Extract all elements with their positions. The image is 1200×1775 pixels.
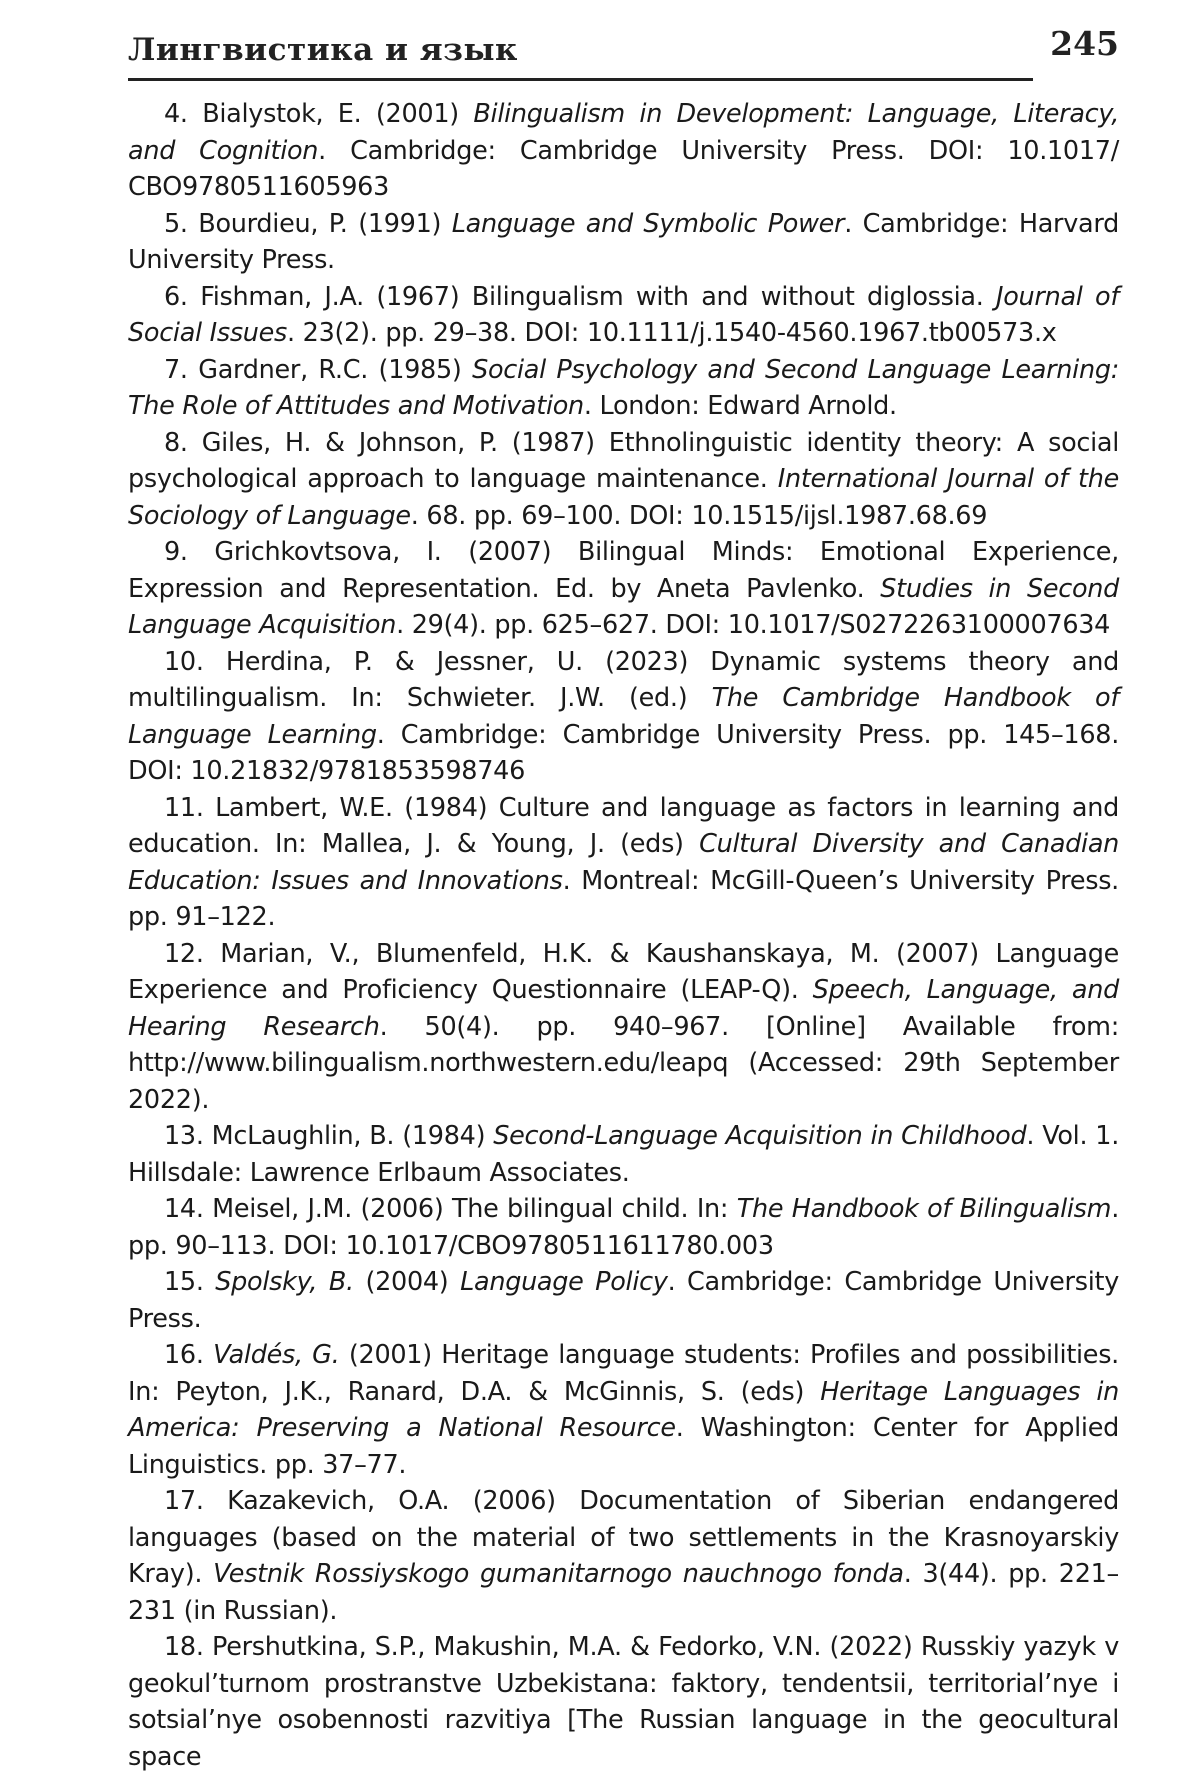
reference-italic-text: Second-Language Acquisition in Childhood bbox=[493, 1121, 1027, 1151]
reference-text: 17. Kazakevich, O.A. (2006) Documentation of Siberian endangered languages (based on the material of two settlements in the Krasnoyarskiy Kray). bbox=[128, 1486, 1119, 1589]
reference-text: 10. Herdina, P. & Jessner, U. (2023) Dynamic systems theory and multilingualism. In: Schwieter. J.W. (ed.) bbox=[128, 646, 1119, 713]
reference-italic-text: International Journal of the Sociology of Language bbox=[128, 464, 1119, 531]
reference-entry bbox=[128, 1483, 1119, 1629]
section-title: Лингвистика и язык bbox=[128, 32, 518, 68]
reference-text: . 23(2). pp. 29–38. DOI: 10.1111/j.1540-4560.1967.tb00573.x bbox=[287, 318, 1057, 348]
reference-italic-text: Studies in Second Language Acquisition bbox=[128, 573, 1120, 640]
reference-italic-text: Spolsky, B. bbox=[215, 1267, 354, 1297]
reference-entry bbox=[128, 279, 1119, 352]
reference-text: 7. Gardner, R.C. (1985) bbox=[164, 354, 473, 385]
reference-text: . 3(44). pp. 221–231 (in Russian). bbox=[128, 1559, 1120, 1626]
header-divider bbox=[128, 78, 1033, 81]
reference-text: 13. McLaughlin, B. (1984) bbox=[164, 1121, 494, 1151]
reference-italic-text: Language Policy bbox=[460, 1267, 668, 1297]
reference-entry bbox=[128, 96, 1119, 206]
reference-text: 16. bbox=[164, 1340, 214, 1370]
page-number: 245 bbox=[1050, 24, 1119, 63]
running-header bbox=[128, 22, 1119, 82]
reference-entry bbox=[128, 1629, 1119, 1775]
reference-text: 6. Fishman, J.A. (1967) Bilingualism with and without diglossia. bbox=[164, 281, 997, 312]
reference-italic-text: Bilingualism in Development: Language, Literacy, and Cognition bbox=[128, 99, 1119, 166]
reference-text: (2004) bbox=[353, 1267, 461, 1297]
reference-text: 15. bbox=[164, 1267, 216, 1297]
reference-italic-text: Cultural Diversity and Canadian Education: Issues and Innovations bbox=[128, 829, 1120, 896]
reference-entry bbox=[128, 1191, 1119, 1264]
reference-entry bbox=[128, 1264, 1119, 1337]
reference-italic-text: Social Psychology and Second Language Learning: The Role of Attitudes and Motivation bbox=[128, 354, 1119, 421]
reference-text: . 68. pp. 69–100. DOI: 10.1515/ijsl.1987.68.69 bbox=[410, 500, 988, 531]
reference-text: 18. Pershutkina, S.P., Makushin, M.A. & Fedorko, V.N. (2022) Russkiy yazyk v geokul’turnom prostranstve Uzbekistana: faktory, tendentsii, territorial’nye i sotsial’nye osobennosti razvitiya [The Russian language in the geocultural space bbox=[128, 1632, 1119, 1772]
reference-text: . Cambridge: Harvard University Press. bbox=[128, 208, 1119, 275]
reference-entry bbox=[128, 790, 1119, 936]
reference-text: 11. Lambert, W.E. (1984) Culture and language as factors in learning and education. In: Mallea, J. & Young, J. (eds) bbox=[128, 792, 1119, 859]
reference-italic-text: The Cambridge Handbook of Language Learning bbox=[128, 683, 1119, 750]
reference-text: . Vol. 1. Hillsdale: Lawrence Erlbaum Associates. bbox=[128, 1121, 1119, 1188]
reference-text: (2001) Heritage language students: Profiles and possibilities. In: Peyton, J.K., Ranard, D.A. & McGinnis, S. (eds) bbox=[128, 1340, 1119, 1407]
reference-text: 4. Bialystok, E. (2001) bbox=[164, 99, 474, 129]
reference-text: 9. Grichkovtsova, I. (2007) Bilingual Minds: Emotional Experience, Expression and Representation. Ed. by Aneta Pavlenko. bbox=[128, 537, 1119, 604]
reference-entry bbox=[128, 206, 1119, 279]
reference-entry bbox=[128, 425, 1119, 535]
reference-entry bbox=[128, 534, 1119, 644]
reference-text: . Cambridge: Cambridge University Press. DOI: 10.1017/ CBO9780511605963 bbox=[128, 135, 1119, 202]
reference-italic-text: Heritage Languages in America: Preserving a National Resource bbox=[128, 1376, 1119, 1443]
reference-text: . Cambridge: Cambridge University Press. pp. 145–168. DOI: 10.21832/9781853598746 bbox=[128, 719, 1119, 786]
reference-text: . 29(4). pp. 625–627. DOI: 10.1017/S0272263100007634 bbox=[396, 610, 1111, 640]
reference-text: . 50(4). pp. 940–967. [Online] Available from: http://www.bilingualism.northwestern.edu/leapq (Accessed: 29th September 2022). bbox=[128, 1011, 1119, 1115]
reference-text: 5. Bourdieu, P. (1991) bbox=[164, 208, 452, 239]
reference-italic-text: Journal of Social Issues bbox=[128, 281, 1120, 348]
reference-entry bbox=[128, 644, 1119, 790]
reference-italic-text: The Handbook of Bilingualism bbox=[736, 1194, 1112, 1224]
reference-text: 12. Marian, V., Blumenfeld, H.K. & Kaushanskaya, M. (2007) Language Experience and Proficiency Questionnaire (LEAP-Q). bbox=[128, 938, 1119, 1005]
reference-entry bbox=[128, 936, 1119, 1119]
reference-list bbox=[128, 96, 1119, 1775]
reference-italic-text: Speech, Language, and Hearing Research bbox=[128, 975, 1119, 1042]
reference-text: 14. Meisel, J.M. (2006) The bilingual child. In: bbox=[164, 1194, 737, 1224]
reference-italic-text: Vestnik Rossiyskogo gumanitarnogo nauchnogo fonda bbox=[213, 1559, 904, 1589]
reference-entry bbox=[128, 1337, 1119, 1483]
reference-text: . Montreal: McGill-Queen’s University Press. pp. 91–122. bbox=[128, 865, 1119, 932]
reference-italic-text: Language and Symbolic Power bbox=[451, 208, 845, 239]
reference-text: . Washington: Center for Applied Linguistics. pp. 37–77. bbox=[128, 1413, 1119, 1480]
reference-text: . London: Edward Arnold. bbox=[583, 391, 897, 421]
reference-entry bbox=[128, 352, 1119, 425]
reference-text: . Cambridge: Cambridge University Press. bbox=[128, 1267, 1119, 1334]
reference-entry bbox=[128, 1118, 1119, 1191]
reference-text: 8. Giles, H. & Johnson, P. (1987) Ethnolinguistic identity theory: A social psychological approach to language maintenance. bbox=[128, 427, 1119, 494]
reference-italic-text: Valdés, G. bbox=[213, 1340, 340, 1370]
reference-text: . pp. 90–113. DOI: 10.1017/CBO9780511611780.003 bbox=[128, 1194, 1119, 1261]
